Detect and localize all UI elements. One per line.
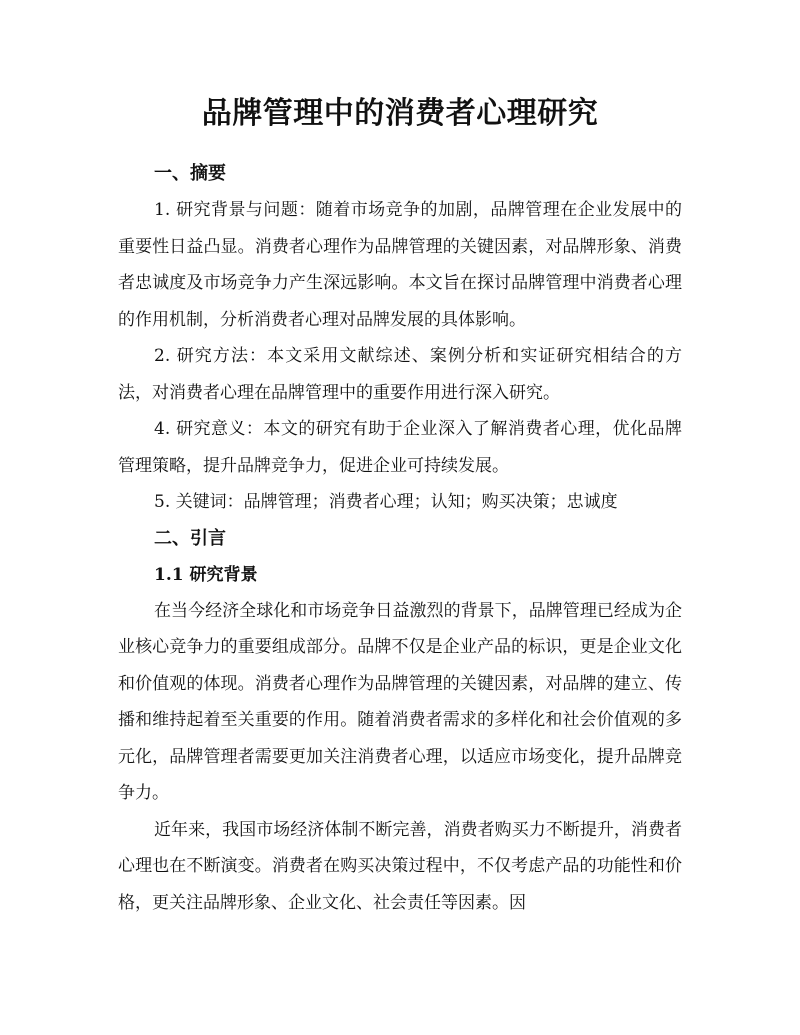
abstract-paragraph-background: 1. 研究背景与问题：随着市场竞争的加剧，品牌管理在企业发展中的重要性日益凸显。消费者心理作为品牌管理的关键因素，对品牌形象、消费者忠诚度及市场竞争力产生深远影响。本文旨在探讨品牌管理中消费者心理的作用机制，分析消费者心理对品牌发展的具体影响。 <box>118 200 682 330</box>
abstract-paragraph-keywords: 5. 关键词：品牌管理；消费者心理；认知；购买决策；忠诚度 <box>154 492 618 512</box>
introduction-heading: 二、引言 <box>154 527 226 549</box>
abstract-paragraph-method: 2. 研究方法：本文采用文献综述、案例分析和实证研究相结合的方法，对消费者心理在品牌管理中的重要作用进行深入研究。 <box>118 346 682 403</box>
research-background-subheading: 1.1 研究背景 <box>154 564 258 585</box>
abstract-paragraph-significance: 4. 研究意义：本文的研究有助于企业深入了解消费者心理，优化品牌管理策略，提升品牌竞争力，促进企业可持续发展。 <box>118 419 682 476</box>
abstract-heading: 一、摘要 <box>154 163 226 184</box>
document-title: 品牌管理中的消费者心理研究 <box>201 96 599 131</box>
introduction-paragraph-1: 在当今经济全球化和市场竞争日益激烈的背景下，品牌管理已经成为企业核心竞争力的重要组成部分。品牌不仅是企业产品的标识，更是企业文化和价值观的体现。消费者心理作为品牌管理的关键因素，对品牌的建立、传播和维持起着至关重要的作用。随着消费者需求的多样化和社会价值观的多元化，品牌管理者需要更加关注消费者心理，以适应市场变化，提升品牌竞争力。 <box>118 600 682 803</box>
introduction-paragraph-2: 近年来，我国市场经济体制不断完善，消费者购买力不断提升，消费者心理也在不断演变。消费者在购买决策过程中，不仅考虑产品的功能性和价格，更关注品牌形象、企业文化、社会责任等因素。因 <box>118 819 682 913</box>
